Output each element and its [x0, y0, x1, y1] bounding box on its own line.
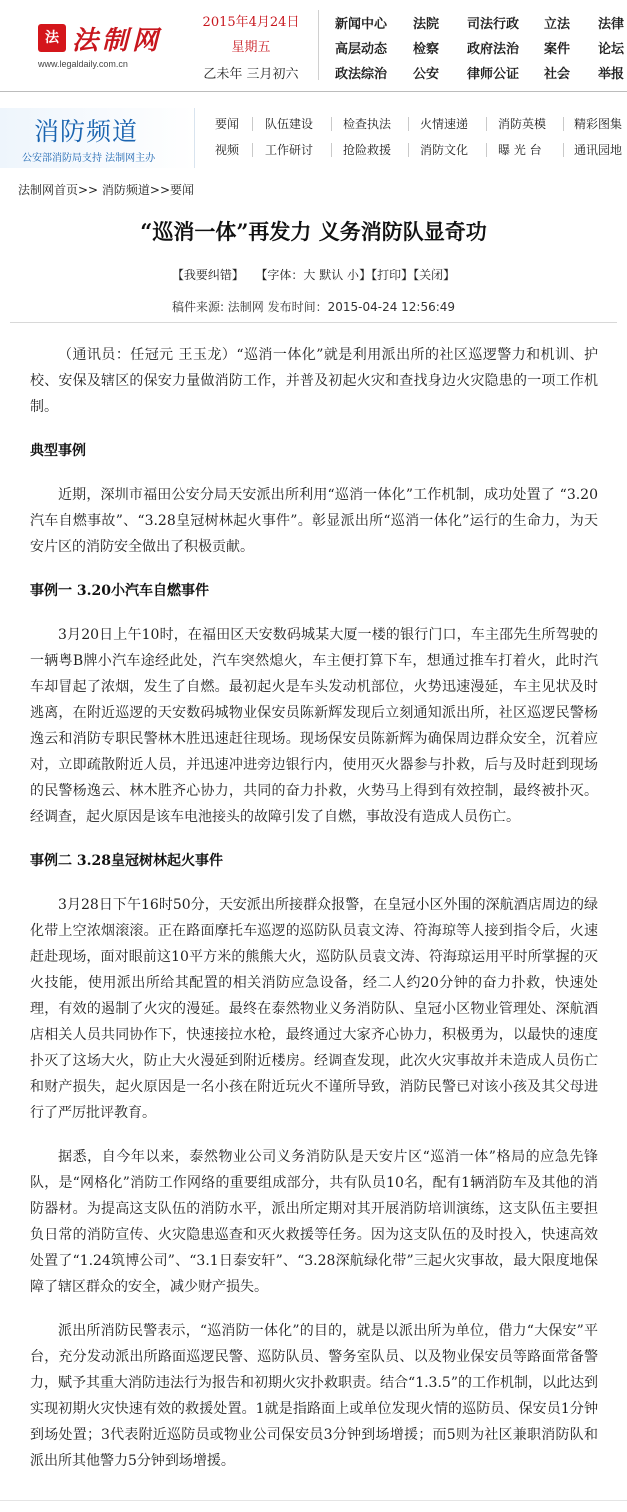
top-nav-item[interactable]: 举报 [598, 67, 625, 82]
article-title: “巡消一体”再发力 义务消防队显奇功 [140, 219, 487, 244]
channel-nav-row-1 [195, 112, 627, 136]
channel-nav-item[interactable]: 精彩图集 [574, 117, 623, 131]
top-nav-item[interactable]: 司法行政 [467, 17, 520, 32]
date-box [196, 14, 306, 86]
top-nav [330, 12, 627, 84]
report-error-link[interactable]: 【我要纠错】 [171, 268, 244, 282]
article-paragraph: 3月28日下午16时50分，天安派出所接群众报警，在皇冠小区外围的深航酒店周边的绿化带上空浓烟滚滚。正在路面摩托车巡逻的巡防队员袁文涛、符海琼等人接到指令后，火速赶赴现场，面对眼前这10平方米的熊熊大火，巡防队员袁文涛、符海琼运用平时所掌握的灭火技能，使用派出所给其配置的相关消防应急设备，经二人约20分钟的奋力扑救，快速处理，有效的遏制了火灾的漫延。最终在泰然物业义务消防队、皇冠小区物业管理处、深航酒店相关人员共同协作下，快速接拉水枪，最终通过大家齐心协力，积极勇为，以最快的速度扑灭了这场大火，防止大火漫延到附近楼房。经调查发现，此次火灾事故并未造成人员伤亡和财产损失，起火原因是一名小孩在附近玩火不谨所导致，消防民警已对该小孩及其父母进行了严厉批评教育。 [30, 897, 598, 1121]
footer-divider [0, 1500, 627, 1501]
channel-banner [0, 108, 627, 168]
current-date: 2015年4月24日 [202, 15, 300, 30]
lunar-date: 乙未年 三月初六 [203, 67, 299, 82]
top-nav-col-2 [413, 12, 439, 87]
top-nav-item[interactable]: 政法综治 [335, 67, 388, 82]
channel-title: 消防频道 [34, 117, 139, 146]
top-nav-col-1 [335, 12, 387, 87]
meta-divider [10, 322, 617, 323]
top-nav-col-5 [598, 12, 624, 87]
logo-text: 法制网 [72, 26, 163, 56]
channel-nav-item[interactable]: 火情速递 [420, 117, 469, 131]
font-small-link[interactable]: 小 [347, 268, 360, 282]
top-nav-item[interactable]: 公安 [413, 67, 440, 82]
section-heading: 事例二 3.28皇冠树林起火事件 [30, 853, 223, 869]
article-paragraph: 派出所消防民警表示，“巡消防一体化”的目的，就是以派出所为单位，借力“大保安”平台，充分发动派出所路面巡逻民警、巡防队员、警务室队员、以及物业保安员等路面常备警力，赋予其重大消防违法行为报告和初期火灾扑救职责。结合“1.3.5”的工作机制，以此达到实现初期火灾快速有效的救援处置。1就是指路面上或单位发现火情的巡防员、保安员1分钟到场处置；3代表附近巡防员或物业公司保安员3分钟到场增援；而5则为社区兼职消防队和派出所其他警力5分钟到场增援。 [30, 1323, 598, 1469]
channel-nav-item[interactable]: 检查执法 [343, 117, 392, 131]
channel-nav-item[interactable]: 视频 [215, 143, 240, 157]
article-paragraph: 近期，深圳市福田公安分局天安派出所利用“巡消一体化”工作机制，成功处置了 “3.20汽车自燃事故”、“3.28皇冠树林起火事件”。彰显派出所“巡消一体化”运行的生命力，为天安片区的消防安全做出了积极贡献。 [30, 487, 598, 555]
top-nav-item[interactable]: 高层动态 [335, 42, 388, 57]
channel-nav-item[interactable]: 抢险救援 [343, 143, 392, 157]
header-divider [318, 10, 319, 80]
logo-seal-icon: 法 [38, 24, 66, 52]
breadcrumb[interactable]: 法制网首页>> 消防频道>>要闻 [18, 183, 195, 197]
top-nav-item[interactable]: 法律 [598, 17, 625, 32]
channel-nav-item[interactable]: 队伍建设 [265, 117, 314, 131]
article-tools [0, 266, 627, 283]
site-logo[interactable] [38, 22, 163, 69]
article-paragraph: 据悉，自今年以来，泰然物业公司义务消防队是天安片区“巡消一体”格局的应急先锋队，是“网格化”消防工作网络的重要组成部分，共有队员10名，配有1辆消防车及其他的消防器材。为提高这支队伍的消防水平，派出所定期对其开展消防培训演练，这支队伍主要担负日常的消防宣传、火灾隐患巡查和灭火救援等任务。因为这支队伍的及时投入，快速高效处置了“1.24筑博公司”、“3.1日泰安轩”、“3.28深航绿化带”三起火灾事故，最大限度地保障了辖区群众的安全，减少财产损失。 [30, 1149, 598, 1295]
channel-nav-item[interactable]: 消防文化 [420, 143, 469, 157]
channel-nav-item[interactable]: 通讯园地 [574, 143, 623, 157]
print-link[interactable]: 【打印】 [371, 268, 414, 282]
channel-nav [195, 108, 627, 168]
top-nav-item[interactable]: 案件 [544, 42, 571, 57]
article-body [30, 342, 598, 1492]
channel-nav-row-2 [195, 138, 627, 162]
top-nav-item[interactable]: 法院 [413, 17, 440, 32]
section-heading: 典型事例 [30, 443, 86, 459]
close-link[interactable]: 【关闭】 [413, 268, 456, 282]
top-nav-col-4 [544, 12, 570, 87]
top-nav-item[interactable]: 立法 [544, 17, 571, 32]
channel-subtitle: 公安部消防局支持 法制网主办 [22, 153, 156, 164]
channel-logo[interactable] [0, 108, 195, 168]
current-weekday: 星期五 [231, 40, 271, 55]
channel-nav-item[interactable]: 曝 光 台 [498, 143, 542, 157]
channel-nav-item[interactable]: 消防英模 [498, 117, 547, 131]
article-paragraph: 3月20日上午10时，在福田区天安数码城某大厦一楼的银行门口，车主邵先生所驾驶的一辆粤B牌小汽车途经此处，汽车突然熄火，车主便打算下车，想通过推车打着火，此时汽车却冒起了浓烟，发生了自燃。最初起火是车头发动机部位，火势迅速漫延，车主见状及时逃离，在附近巡逻的天安数码城物业保安员陈新辉发现后立刻通知派出所，社区巡逻民警杨逸云和消防专职民警林木胜迅速赶往现场。现场保安员陈新辉为确保周边群众安全，沉着应对，立即疏散附近人员，并迅速冲进旁边银行内，使用灭火器参与扑救，后与及时赶到现场的民警杨逸云、林木胜齐心协力，共同的奋力扑救，火势马上得到有效控制，最终被扑灭。经调查，起火原因是该车电池接头的故障引发了自燃，事故没有造成人员伤亡。 [30, 627, 598, 825]
top-nav-item[interactable]: 新闻中心 [335, 17, 388, 32]
logo-url: www.legaldaily.com.cn [38, 59, 128, 69]
font-big-link[interactable]: 大 [303, 268, 316, 282]
font-size-label: 【字体： [255, 268, 304, 282]
channel-nav-item[interactable]: 工作研讨 [265, 143, 314, 157]
top-nav-item[interactable]: 律师公证 [467, 67, 520, 82]
font-size-end: 】 [359, 268, 372, 282]
top-nav-item[interactable]: 社会 [544, 67, 571, 82]
font-default-link[interactable]: 默认 [319, 268, 344, 282]
top-nav-item[interactable]: 政府法治 [467, 42, 520, 57]
article-meta: 稿件来源: 法制网 发布时间：2015-04-24 12:56:49 [171, 300, 456, 314]
article-paragraph: （通讯员：任冠元 王玉龙）“巡消一体化”就是利用派出所的社区巡逻警力和机训、护校、安保及辖区的保安力量做消防工作，并普及初起火灾和查找身边火灾隐患的一项工作机制。 [30, 347, 598, 415]
site-header [0, 0, 627, 92]
section-heading: 事例一 3.20小汽车自燃事件 [30, 583, 209, 599]
top-nav-item[interactable]: 论坛 [598, 42, 625, 57]
top-nav-col-3 [467, 12, 519, 87]
channel-nav-item[interactable]: 要闻 [215, 117, 240, 131]
top-nav-item[interactable]: 检察 [413, 42, 440, 57]
